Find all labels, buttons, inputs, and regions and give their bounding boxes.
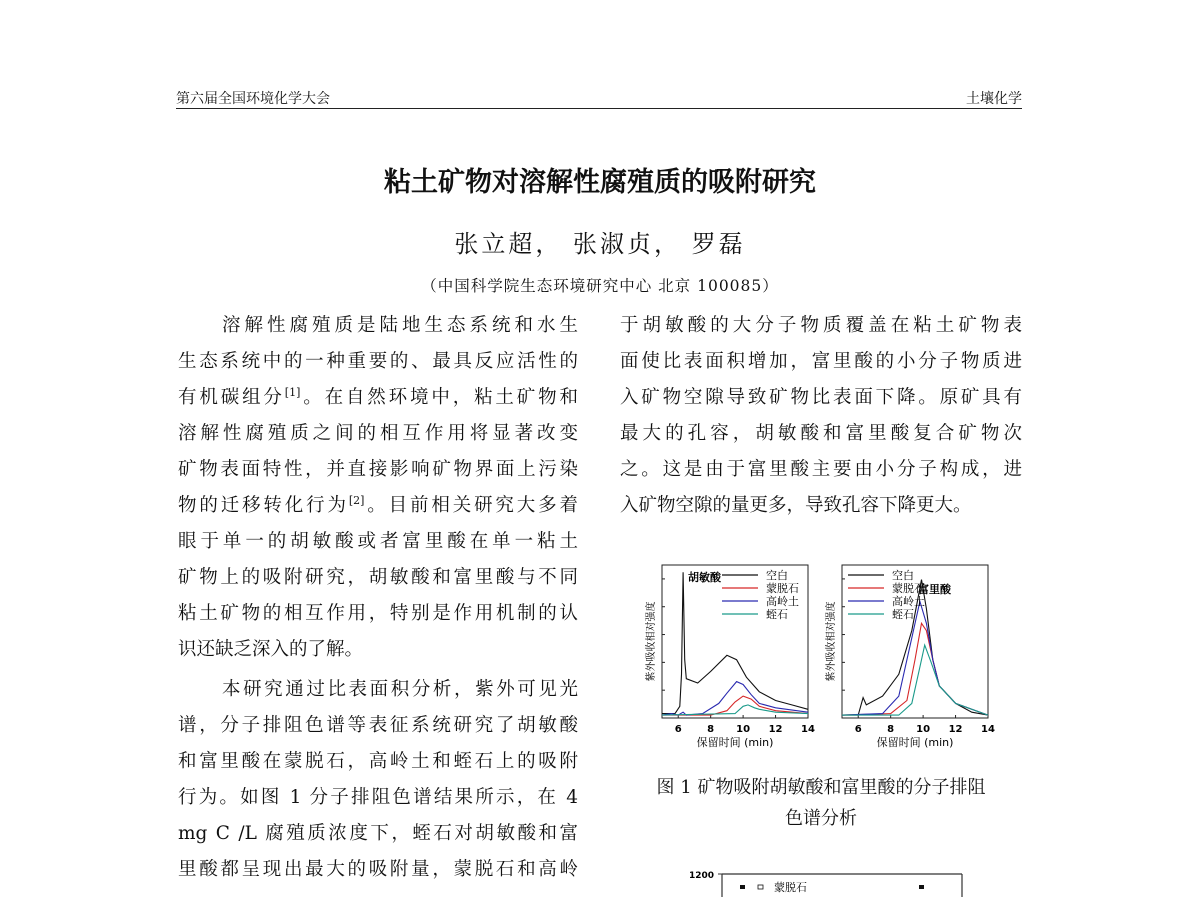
text-line — [620, 494, 972, 518]
series-line-2 — [662, 682, 808, 716]
line-text: 入矿物空隙导致矿物比表面下降。原矿具有 — [620, 387, 1022, 408]
line-text: 眼于单一的胡敏酸或者富里酸在单一粘土 — [178, 531, 578, 552]
line-text: 行为。如图 1 分子排阻色谱结果所示，在 4 — [178, 787, 578, 808]
y-tick-label: 1200 — [688, 871, 714, 881]
line-text: 粘土矿物的相互作用，特别是作用机制的认 — [178, 603, 578, 624]
data-point — [919, 885, 924, 889]
text-line — [620, 350, 1022, 374]
line-text: mg C /L 腐殖质浓度下，蛭石对胡敏酸和富 — [178, 823, 578, 844]
text-line — [178, 386, 578, 410]
line-text: 溶解性腐殖质是陆地生态系统和水生 — [222, 315, 578, 336]
line-text: 。目前相关研究大多着 — [364, 495, 578, 516]
legend-label: 蒙脱石 — [766, 582, 799, 595]
y-axis-label: 紫外吸收相对强度 — [646, 601, 657, 682]
line-text: 最大的孔容，胡敏酸和富里酸复合矿物次 — [620, 423, 1022, 444]
text-line — [178, 494, 578, 518]
text-line — [222, 314, 578, 338]
legend-label: 高岭土 — [766, 595, 799, 608]
legend-label: 空白 — [766, 569, 788, 582]
line-text: 里酸都呈现出最大的吸附量，蒙脱石和高岭 — [178, 859, 578, 880]
panel-title: 富里酸 — [918, 583, 951, 596]
line-text: 面使比表面积增加，富里酸的小分子物质进 — [620, 351, 1022, 372]
line-text: 于胡敏酸的大分子物质覆盖在粘土矿物表 — [620, 315, 1022, 336]
text-line — [620, 314, 1022, 338]
x-tick-label: 12 — [948, 724, 963, 735]
text-line — [178, 858, 578, 882]
y-axis-label: 紫外吸收相对强度 — [826, 601, 837, 682]
citation: [2] — [348, 494, 365, 507]
x-tick-label: 10 — [916, 724, 931, 735]
running-header-right: 土壤化学 — [966, 91, 1022, 107]
legend-marker-filled — [740, 885, 745, 889]
line-text: 之。这是由于富里酸主要由小分子构成，进 — [620, 459, 1022, 480]
text-line — [620, 458, 1022, 482]
text-line — [178, 822, 578, 846]
legend-label: 蒙脱石 — [774, 881, 807, 894]
x-axis-label: 保留时间 (min) — [876, 736, 954, 749]
running-header-left: 第六届全国环境化学大会 — [176, 91, 330, 107]
text-line — [178, 786, 578, 810]
legend-label: 蛭石 — [766, 608, 788, 621]
x-tick-label: 8 — [887, 724, 895, 735]
text-line — [178, 602, 578, 626]
text-line — [178, 458, 578, 482]
figure-1-chromatograms — [620, 555, 1020, 765]
x-tick-label: 6 — [674, 724, 682, 735]
x-tick-label: 12 — [768, 724, 783, 735]
line-text: 。在自然环境中，粘土矿物和 — [300, 387, 578, 408]
x-tick-label: 6 — [854, 724, 862, 735]
line-text: 入矿物空隙的量更多，导致孔容下降更大。 — [620, 495, 972, 516]
figure-2-partial — [680, 862, 980, 897]
affiliation: （中国科学院生态环境研究中心 北京 100085） — [421, 277, 779, 295]
citation: [1] — [284, 386, 301, 399]
line-text: 和富里酸在蒙脱石，高岭土和蛭石上的吸附 — [178, 751, 578, 772]
x-axis-label: 保留时间 (min) — [696, 736, 774, 749]
text-line — [222, 678, 578, 702]
line-text: 本研究通过比表面积分析，紫外可见光 — [222, 679, 578, 700]
text-line — [620, 422, 1022, 446]
line-text: 谱，分子排阻色谱等表征系统研究了胡敏酸 — [178, 715, 578, 736]
text-line — [178, 530, 578, 554]
paper-title: 粘土矿物对溶解性腐殖质的吸附研究 — [384, 167, 816, 198]
text-line — [178, 350, 578, 374]
figure-caption-cont: 色谱分析 — [785, 808, 857, 829]
text-line — [178, 422, 578, 446]
series-line-1 — [842, 623, 988, 715]
line-text: 矿物上的吸附研究，胡敏酸和富里酸与不同 — [178, 567, 578, 588]
legend-label: 高岭土 — [892, 595, 925, 608]
text-line — [178, 566, 578, 590]
text-line — [178, 714, 578, 738]
authors: 张立超， 张淑贞， 罗磊 — [454, 230, 746, 258]
header-rule — [176, 108, 1022, 109]
x-tick-label: 14 — [981, 724, 995, 735]
line-text: 物的迁移转化行为 — [178, 495, 349, 516]
x-tick-label: 10 — [736, 724, 751, 735]
line-text: 矿物表面特性，并直接影响矿物界面上污染 — [178, 459, 578, 480]
x-tick-label: 8 — [707, 724, 715, 735]
panel-title: 胡敏酸 — [688, 571, 721, 584]
text-line — [178, 750, 578, 774]
series-line-3 — [842, 645, 988, 715]
text-line — [178, 638, 363, 662]
legend-label: 蛭石 — [892, 608, 914, 621]
line-text: 有机碳组分 — [178, 387, 285, 408]
line-text: 生态系统中的一种重要的、最具反应活性的 — [178, 351, 578, 372]
figure-caption: 图 1 矿物吸附胡敏酸和富里酸的分子排阻 — [656, 777, 986, 798]
line-text: 识还缺乏深入的了解。 — [178, 639, 364, 660]
legend-marker-open — [758, 885, 763, 889]
x-tick-label: 14 — [801, 724, 815, 735]
line-text: 溶解性腐殖质之间的相互作用将显著改变 — [178, 423, 578, 444]
text-line — [620, 386, 1022, 410]
legend-label: 空白 — [892, 569, 914, 582]
legend-label: 蒙脱石 — [892, 582, 925, 595]
